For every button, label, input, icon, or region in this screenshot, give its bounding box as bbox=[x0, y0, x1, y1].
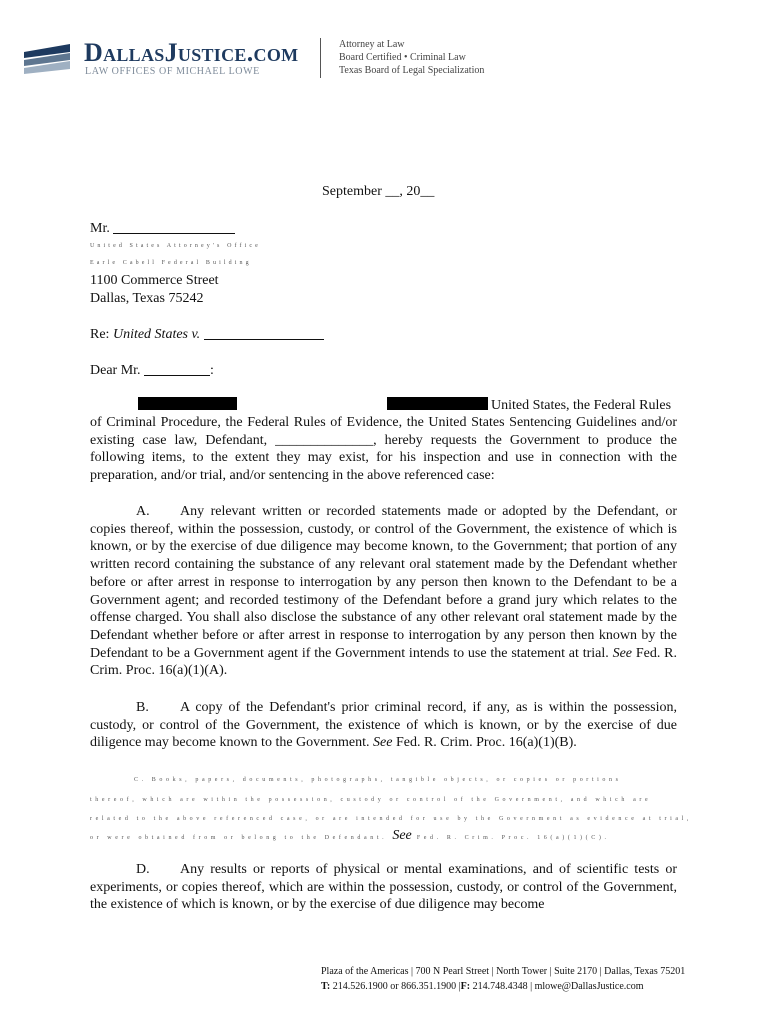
item-d-label: D. bbox=[136, 862, 150, 877]
footer-email[interactable]: mlowe@DallasJustice.com bbox=[534, 981, 644, 992]
item-c-line-4 bbox=[90, 828, 610, 844]
intro-paragraph: of Criminal Procedure, the Federal Rules of Evidence, the United States Sentencing Guidelines and/or existing case law, Defendant, ______________, hereby requests the Government to produce the following items, to the extent they may exist, for his inspection and use in connection with the preparation, and/or trial, and/or sentencing in the above referenced case: bbox=[90, 415, 677, 484]
letterhead-divider bbox=[320, 38, 321, 78]
item-d-text: Any results or reports of physical or mental examinations, and of scientific tests or experiments, or copies thereof, which are within the possession, custody, or control of the Government, the existence of which is known, or by the exercise of due diligence may become bbox=[90, 862, 677, 913]
footer-address: Plaza of the Americas | 700 N Pearl Street | North Tower | Suite 2170 | Dallas, Texas 75201 bbox=[321, 966, 686, 977]
footer-phone-label: T: bbox=[321, 981, 331, 992]
item-b-paragraph bbox=[90, 699, 677, 752]
footer-fax: 214.748.4348 bbox=[472, 981, 528, 992]
greeting bbox=[90, 362, 214, 380]
item-d-paragraph bbox=[90, 861, 677, 914]
footer-phone: 214.526.1900 or 866.351.1900 bbox=[332, 981, 457, 992]
redaction-block bbox=[387, 397, 488, 410]
re-prefix: Re: bbox=[90, 327, 110, 342]
item-c-line-2: thereof, which are within the possession, custody or control of the Government, and which are bbox=[90, 797, 652, 803]
credential-line: Texas Board of Legal Specialization bbox=[339, 65, 485, 76]
greeting-text: Dear Mr. bbox=[90, 363, 141, 378]
item-b-label: B. bbox=[136, 700, 149, 715]
recipient-name-line bbox=[90, 220, 235, 238]
item-c-line-1: C. Books, papers, documents, photographs, tangible objects, or copies or portions bbox=[134, 777, 622, 783]
item-b-see: See bbox=[373, 735, 393, 751]
footer-fax-label: F: bbox=[460, 981, 471, 992]
re-line bbox=[90, 326, 324, 344]
greeting-colon: : bbox=[210, 363, 214, 378]
letterhead-credentials bbox=[339, 38, 484, 77]
re-case: United States v. bbox=[112, 327, 201, 342]
item-a-text: Any relevant written or recorded statements made or adopted by the Defendant, or copies thereof, within the possession, custody, or control of the Government, the existence of which is known, or by the exercise of due diligence may become known, to the Government; that portion of any written record containing the substance of any relevant oral statement made by the Defendant whether before or after arrest in response to interrogation by any person then known to the Defendant to be a Government agent; and recorded testimony of the Defendant before a grand jury which relates to the offense charged. You shall also disclose the substance of any other relevant oral statement made by the Defendant whether before or after arrest in response to interrogation by any person then known by the Defendant to be a Government agent if the Government intends to use the statement at trial. bbox=[90, 504, 677, 661]
recipient-office: United States Attorney's Office bbox=[90, 243, 261, 249]
re-case-blank bbox=[204, 327, 324, 340]
item-c-cite: Fed. R. Crim. Proc. 16(a)(1)(C). bbox=[416, 835, 610, 841]
item-a-see: See bbox=[612, 645, 633, 661]
item-a-paragraph bbox=[90, 503, 677, 680]
firm-subtitle: LAW OFFICES OF MICHAEL LOWE bbox=[85, 66, 260, 77]
recipient-name-blank bbox=[113, 221, 235, 234]
recipient-building: Earle Cabell Federal Building bbox=[90, 260, 252, 266]
firm-name: DallasJustice.com bbox=[84, 38, 299, 67]
credential-line: Board Certified • Criminal Law bbox=[339, 52, 466, 63]
recipient-city: Dallas, Texas 75242 bbox=[90, 291, 204, 306]
intro-first-line bbox=[90, 397, 671, 415]
redaction-block bbox=[138, 397, 237, 410]
item-c-text: or were obtained from or belong to the Defendant. bbox=[90, 835, 388, 841]
credential-line: Attorney at Law bbox=[339, 39, 405, 50]
greeting-blank bbox=[144, 363, 210, 376]
item-a-label: A. bbox=[136, 504, 150, 519]
item-c-see: See bbox=[392, 828, 412, 843]
item-a-cite: Fed. R. Crim. Proc. 16(a)(1)(A). bbox=[90, 645, 678, 679]
recipient-street: 1100 Commerce Street bbox=[90, 273, 219, 288]
item-c-line-3: related to the above referenced case, or are intended for use by the Government as evidence at trial, bbox=[90, 816, 692, 822]
item-b-cite: Fed. R. Crim. Proc. 16(a)(1)(B). bbox=[395, 735, 577, 751]
intro-tail: United States, the Federal Rules bbox=[491, 398, 672, 413]
item-b-text: A copy of the Defendant's prior criminal record, if any, as is within the possession, custody, or control of the Government, the existence of which is known, or by the exercise of due diligence may become known to the Government. bbox=[90, 700, 677, 751]
recipient-salutation: Mr. bbox=[90, 221, 110, 236]
page-footer bbox=[321, 964, 685, 994]
footer-contact: T: 214.526.1900 or 866.351.1900 |F: 214.748.4348 | mlowe@DallasJustice.com bbox=[321, 981, 644, 992]
firm-logo-icon bbox=[24, 42, 70, 78]
letter-date: September __, 20__ bbox=[322, 184, 435, 199]
